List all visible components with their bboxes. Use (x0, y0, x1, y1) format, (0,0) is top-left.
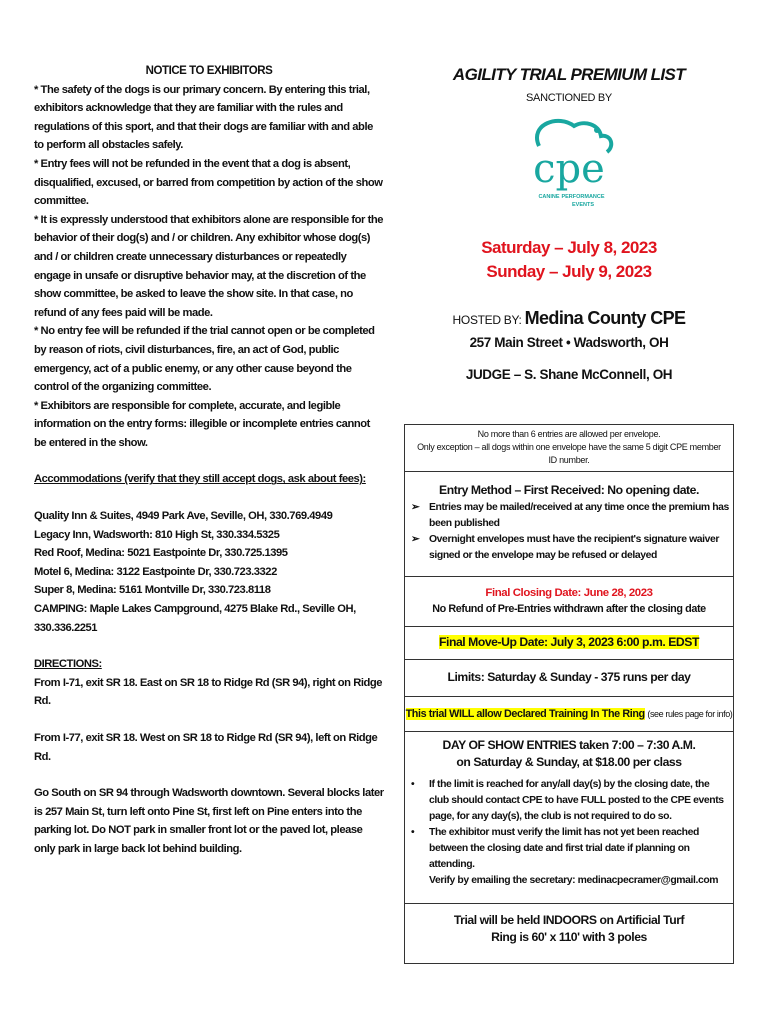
list-item: ➢ Overnight envelopes must have the recipient's signature waiver signed or the envelope may be refused or delayed (411, 534, 720, 561)
notice-paragraph: * It is expressly understood that exhibitors alone are responsible for the behavior of their dog(s) and / or children. Any exhibitor whose dog(s) and / or children create unnecessary disturbances or repeatedly engage in unsafe or disruptive behavior may, at the discretion of the show committee, be asked to leave the show site. In that case, no refund of any fees paid will be made. (34, 213, 384, 319)
arrow-bullet-icon: ➢ (411, 502, 420, 513)
date-saturday: Saturday – July 8, 2023 (481, 238, 657, 257)
logo-subtext: PERFORMANCE (561, 194, 605, 200)
limits-section (405, 660, 733, 697)
logo-subtext: CANINE (538, 194, 560, 200)
directions-heading: DIRECTIONS: (34, 658, 102, 671)
envelope-note: No more than 6 entries are allowed per envelope. (477, 429, 661, 439)
hosted-by (404, 308, 734, 329)
entry-method: Entry Method – First Received: No opening date. (439, 483, 699, 497)
trial-dates (404, 236, 734, 284)
hosted-by-label: HOSTED BY: (452, 313, 522, 327)
notice-paragraph: * The safety of the dogs is our primary concern. By entering this trial, exhibitors acknowledge that they are familiar with the rules and regulations of this sport, and that their dogs are familiar with and able to perform all obstacles safely. (34, 83, 373, 152)
accommodation-item: CAMPING: Maple Lakes Campground, 4275 Blake Rd., Seville OH, 330.336.2251 (34, 603, 356, 634)
declared-training-section (405, 697, 733, 732)
move-up-section (405, 627, 733, 660)
closing-date: Final Closing Date: June 28, 2023 (485, 587, 653, 599)
accommodation-item: Super 8, Medina: 5161 Montville Dr, 330.723.8118 (34, 584, 271, 597)
directions-paragraph: From I-77, exit SR 18. West on SR 18 to Ridge Rd (SR 94), left on Ridge Rd. (34, 732, 378, 763)
notice-paragraph: * No entry fee will be refunded if the trial cannot open or be completed by reason of riots, civil disturbances, fire, an act of God, public emergency, act of a public enemy, or any other cause beyond the control of the organizing committee. (34, 325, 375, 394)
left-column (34, 62, 384, 859)
bullet-icon: • (411, 779, 415, 790)
notice-title: NOTICE TO EXHIBITORS (145, 65, 273, 77)
accommodation-item: Legacy Inn, Wadsworth: 810 High St, 330.334.5325 (34, 528, 280, 541)
day-of-show-section (405, 732, 733, 904)
day-of-show-bullets (405, 777, 733, 873)
verify-email: Verify by emailing the secretary: medinacpecramer@gmail.com (429, 875, 719, 886)
list-item: ➢ Entries may be mailed/received at any time once the premium has been published (411, 502, 729, 529)
day-of-show-line: on Saturday & Sunday, at $18.00 per class (456, 755, 682, 769)
club-name: Medina County CPE (524, 308, 686, 328)
judge-line: JUDGE – S. Shane McConnell, OH (465, 367, 673, 382)
sanctioned-by-label: SANCTIONED BY (526, 92, 612, 104)
directions-paragraph: From I-71, exit SR 18. East on SR 18 to Ridge Rd (SR 94), right on Ridge Rd. (34, 676, 383, 708)
no-refund-note: No Refund of Pre-Entries withdrawn after the closing date (432, 603, 706, 615)
declared-training: This trial WILL allow Declared Training In The Ring (see rules page for info) (405, 708, 733, 720)
entry-bullets (405, 500, 733, 564)
envelope-note: Only exception – all dogs within one envelope have the same 5 digit CPE member ID number. (417, 442, 721, 465)
logo-subtext: EVENTS (571, 202, 595, 208)
logo-text: cpe (533, 146, 605, 192)
accommodation-item: Motel 6, Medina: 3122 Eastpointe Dr, 330.723.3322 (34, 565, 277, 578)
right-column-header (404, 60, 734, 382)
accommodations-list (34, 507, 384, 637)
day-of-show-line: DAY OF SHOW ENTRIES taken 7:00 – 7:30 A.M. (442, 738, 696, 752)
ring-size-line: Ring is 60' x 110' with 3 poles (491, 930, 647, 944)
accommodation-item: Red Roof, Medina: 5021 Eastpointe Dr, 330.725.1395 (34, 547, 288, 560)
notice-paragraph: * Exhibitors are responsible for complete, accurate, and legible information on the entry forms: illegible or incomplete entries cannot be entered in the show. (34, 399, 370, 449)
bullet-icon: • (411, 827, 415, 838)
list-item: • The exhibitor must verify the limit has not yet been reached between the closing date and first trial date if planning on attending. (411, 827, 699, 870)
entry-method-section (405, 472, 733, 577)
notice-paragraph: * Entry fees will not be refunded in the event that a dog is absent, disqualified, excused, or barred from competition by action of the show committee. (34, 157, 383, 208)
closing-section (405, 577, 733, 627)
list-item: • If the limit is reached for any/all day(s) by the closing date, the club should contact CPE to have FULL posted to the CPE events page, for any day(s), the club is not required to do so. (411, 779, 724, 822)
cpe-logo (404, 116, 734, 212)
info-box (404, 424, 734, 964)
date-sunday: Sunday – July 9, 2023 (486, 262, 652, 281)
accommodation-item: Quality Inn & Suites, 4949 Park Ave, Seville, OH, 330.769.4949 (34, 510, 333, 523)
move-up-date: Final Move-Up Date: July 3, 2023 6:00 p.m. EDST (439, 635, 699, 649)
arrow-bullet-icon: ➢ (411, 534, 420, 545)
envelope-note-section (405, 425, 733, 472)
cpe-logo-icon (519, 116, 619, 212)
venue-address: 257 Main Street • Wadsworth, OH (469, 335, 669, 350)
page-title: AGILITY TRIAL PREMIUM LIST (452, 65, 686, 84)
indoors-line: Trial will be held INDOORS on Artificial Turf (453, 913, 685, 927)
limits: Limits: Saturday & Sunday - 375 runs per day (447, 670, 691, 684)
directions-paragraph: Go South on SR 94 through Wadsworth downtown. Several blocks later is 257 Main St, turn left onto Pine St, first left on Pine enters into the parking lot. Do NOT park in smaller front lot or the paved lot, please only park in large back lot behind building. (34, 787, 384, 855)
indoors-section (405, 904, 733, 946)
accommodations-heading: Accommodations (verify that they still accept dogs, ask about fees): (34, 473, 366, 486)
